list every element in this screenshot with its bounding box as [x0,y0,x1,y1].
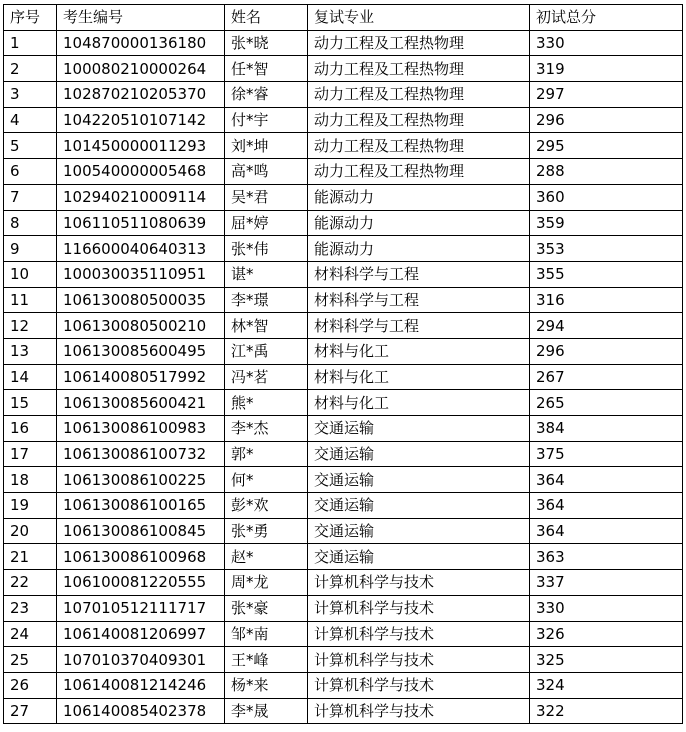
cell-index: 1 [4,30,57,56]
cell-candidate-id: 106130086100983 [57,416,225,442]
cell-score: 295 [530,133,683,159]
table-row [4,30,683,56]
cell-candidate-id: 106130086100225 [57,467,225,493]
cell-index: 7 [4,184,57,210]
cell-score: 288 [530,159,683,185]
cell-index: 6 [4,159,57,185]
cell-candidate-id: 106130086100845 [57,518,225,544]
cell-major: 动力工程及工程热物理 [308,30,530,56]
cell-index: 12 [4,313,57,339]
cell-major: 动力工程及工程热物理 [308,56,530,82]
cell-name: 周*龙 [225,570,308,596]
cell-major: 计算机科学与技术 [308,698,530,724]
table-body [4,30,683,724]
cell-index: 25 [4,647,57,673]
table-row [4,672,683,698]
cell-score: 325 [530,647,683,673]
cell-major: 能源动力 [308,184,530,210]
cell-major: 交通运输 [308,441,530,467]
header-name: 姓名 [225,5,308,31]
cell-candidate-id: 106130086100968 [57,544,225,570]
cell-name: 李*杰 [225,416,308,442]
cell-index: 20 [4,518,57,544]
cell-candidate-id: 106140080517992 [57,364,225,390]
header-score: 初试总分 [530,5,683,31]
cell-candidate-id: 102940210009114 [57,184,225,210]
cell-major: 计算机科学与技术 [308,570,530,596]
cell-candidate-id: 102870210205370 [57,82,225,108]
table-row [4,493,683,519]
cell-major: 材料与化工 [308,338,530,364]
cell-major: 材料与化工 [308,390,530,416]
cell-major: 动力工程及工程热物理 [308,159,530,185]
cell-score: 316 [530,287,683,313]
cell-major: 能源动力 [308,210,530,236]
cell-index: 26 [4,672,57,698]
cell-score: 330 [530,30,683,56]
cell-score: 375 [530,441,683,467]
cell-index: 19 [4,493,57,519]
table-row [4,364,683,390]
cell-score: 324 [530,672,683,698]
cell-name: 刘*坤 [225,133,308,159]
cell-score: 360 [530,184,683,210]
cell-score: 364 [530,518,683,544]
cell-name: 徐*睿 [225,82,308,108]
cell-candidate-id: 106140081206997 [57,621,225,647]
table-row [4,56,683,82]
cell-candidate-id: 107010370409301 [57,647,225,673]
cell-major: 材料科学与工程 [308,261,530,287]
table-row [4,416,683,442]
cell-name: 张*晓 [225,30,308,56]
cell-score: 330 [530,595,683,621]
table-row [4,467,683,493]
header-index: 序号 [4,5,57,31]
cell-index: 2 [4,56,57,82]
cell-index: 5 [4,133,57,159]
table-row [4,82,683,108]
cell-name: 李*晟 [225,698,308,724]
cell-major: 动力工程及工程热物理 [308,133,530,159]
applicant-table [3,4,683,724]
cell-name: 任*智 [225,56,308,82]
cell-score: 322 [530,698,683,724]
cell-major: 交通运输 [308,493,530,519]
cell-major: 交通运输 [308,518,530,544]
cell-candidate-id: 107010512111717 [57,595,225,621]
cell-index: 8 [4,210,57,236]
cell-name: 付*宇 [225,107,308,133]
cell-index: 14 [4,364,57,390]
table-row [4,518,683,544]
table-row [4,236,683,262]
cell-name: 张*伟 [225,236,308,262]
cell-name: 张*勇 [225,518,308,544]
cell-major: 材料科学与工程 [308,287,530,313]
cell-index: 3 [4,82,57,108]
table-row [4,133,683,159]
cell-candidate-id: 116600040640313 [57,236,225,262]
cell-major: 交通运输 [308,467,530,493]
cell-index: 23 [4,595,57,621]
cell-candidate-id: 100030035110951 [57,261,225,287]
cell-name: 江*禹 [225,338,308,364]
cell-index: 11 [4,287,57,313]
table-row [4,184,683,210]
cell-candidate-id: 106130085600421 [57,390,225,416]
cell-index: 17 [4,441,57,467]
cell-score: 337 [530,570,683,596]
cell-index: 27 [4,698,57,724]
table-row [4,441,683,467]
table-row [4,159,683,185]
table-row [4,390,683,416]
cell-candidate-id: 106130085600495 [57,338,225,364]
cell-candidate-id: 106130080500210 [57,313,225,339]
cell-score: 265 [530,390,683,416]
cell-name: 高*鸣 [225,159,308,185]
cell-index: 4 [4,107,57,133]
cell-index: 16 [4,416,57,442]
cell-name: 彭*欢 [225,493,308,519]
cell-name: 杨*来 [225,672,308,698]
cell-candidate-id: 106100081220555 [57,570,225,596]
cell-candidate-id: 106140085402378 [57,698,225,724]
cell-major: 计算机科学与技术 [308,595,530,621]
cell-name: 冯*茗 [225,364,308,390]
cell-major: 材料与化工 [308,364,530,390]
cell-major: 交通运输 [308,544,530,570]
cell-name: 邹*南 [225,621,308,647]
cell-name: 赵* [225,544,308,570]
cell-candidate-id: 101450000011293 [57,133,225,159]
cell-name: 王*峰 [225,647,308,673]
cell-index: 15 [4,390,57,416]
cell-score: 297 [530,82,683,108]
cell-name: 林*智 [225,313,308,339]
cell-major: 计算机科学与技术 [308,672,530,698]
cell-name: 熊* [225,390,308,416]
table-row [4,544,683,570]
cell-major: 材料科学与工程 [308,313,530,339]
table-row [4,338,683,364]
cell-score: 319 [530,56,683,82]
cell-score: 384 [530,416,683,442]
cell-index: 9 [4,236,57,262]
cell-score: 355 [530,261,683,287]
table-row [4,287,683,313]
cell-candidate-id: 100080210000264 [57,56,225,82]
cell-candidate-id: 100540000005468 [57,159,225,185]
table-row [4,570,683,596]
cell-score: 296 [530,338,683,364]
cell-candidate-id: 104220510107142 [57,107,225,133]
cell-candidate-id: 104870000136180 [57,30,225,56]
cell-score: 294 [530,313,683,339]
table-header-row [4,5,683,31]
cell-index: 13 [4,338,57,364]
cell-index: 21 [4,544,57,570]
table-row [4,210,683,236]
cell-index: 10 [4,261,57,287]
table-row [4,595,683,621]
cell-name: 谌* [225,261,308,287]
cell-index: 24 [4,621,57,647]
cell-major: 交通运输 [308,416,530,442]
cell-major: 动力工程及工程热物理 [308,107,530,133]
cell-name: 屈*婷 [225,210,308,236]
cell-score: 267 [530,364,683,390]
cell-candidate-id: 106110511080639 [57,210,225,236]
table-row [4,313,683,339]
table-row [4,261,683,287]
header-candidate-id: 考生编号 [57,5,225,31]
cell-index: 22 [4,570,57,596]
cell-candidate-id: 106130080500035 [57,287,225,313]
table-row [4,621,683,647]
cell-candidate-id: 106130086100732 [57,441,225,467]
cell-name: 李*璟 [225,287,308,313]
cell-candidate-id: 106140081214246 [57,672,225,698]
table-row [4,698,683,724]
cell-score: 359 [530,210,683,236]
cell-score: 364 [530,467,683,493]
cell-score: 296 [530,107,683,133]
header-major: 复试专业 [308,5,530,31]
cell-major: 动力工程及工程热物理 [308,82,530,108]
cell-major: 计算机科学与技术 [308,647,530,673]
cell-major: 能源动力 [308,236,530,262]
cell-score: 363 [530,544,683,570]
cell-score: 364 [530,493,683,519]
cell-index: 18 [4,467,57,493]
cell-score: 353 [530,236,683,262]
cell-name: 何* [225,467,308,493]
cell-name: 吴*君 [225,184,308,210]
cell-score: 326 [530,621,683,647]
cell-name: 郭* [225,441,308,467]
table-row [4,647,683,673]
table-row [4,107,683,133]
cell-major: 计算机科学与技术 [308,621,530,647]
cell-candidate-id: 106130086100165 [57,493,225,519]
cell-name: 张*豪 [225,595,308,621]
